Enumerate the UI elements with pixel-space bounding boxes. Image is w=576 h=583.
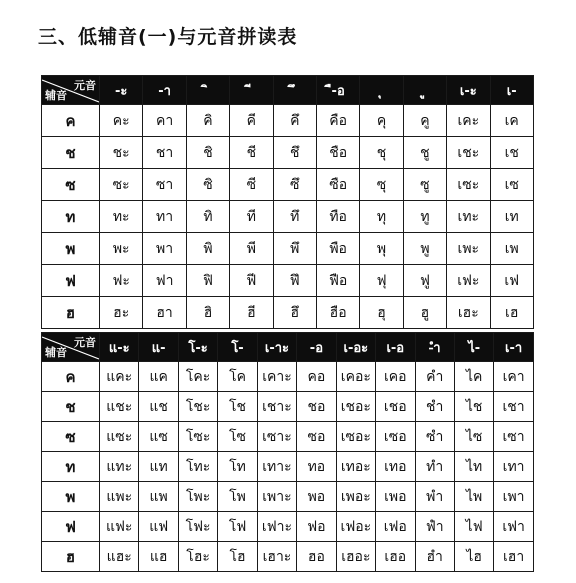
syllable-cell: พี xyxy=(230,233,273,265)
syllable-cell: ทุ xyxy=(360,201,403,233)
syllable-cell: ไฮ xyxy=(454,542,493,572)
syllable-cell: ชอ xyxy=(297,392,336,422)
corner-consonant-label: 辅音 xyxy=(45,346,67,359)
syllable-cell: เชะ xyxy=(447,137,490,169)
consonant-label: ช xyxy=(42,392,100,422)
syllable-cell: ฮุ xyxy=(360,297,403,329)
syllable-cell: ฮี xyxy=(230,297,273,329)
syllable-cell: ฟะ xyxy=(100,265,143,297)
syllable-cell: เฟา xyxy=(494,512,533,542)
table-row xyxy=(42,201,534,233)
syllable-cell: พิ xyxy=(186,233,229,265)
vowel-header: -า xyxy=(143,76,186,105)
syllable-cell: พู xyxy=(403,233,446,265)
syllable-cell: เซา xyxy=(494,422,533,452)
syllable-cell: คือ xyxy=(316,105,359,137)
syllable-cell: เฮอะ xyxy=(336,542,375,572)
syllable-cell: โฮะ xyxy=(178,542,217,572)
syllable-cell: เคาะ xyxy=(257,362,296,392)
consonant-label: ท xyxy=(42,452,100,482)
syllable-cell: โช xyxy=(218,392,257,422)
syllable-cell: โซ xyxy=(218,422,257,452)
syllable-cell: เชอะ xyxy=(336,392,375,422)
syllable-cell: เซอ xyxy=(376,422,415,452)
syllable-cell: โค xyxy=(218,362,257,392)
vowel-header xyxy=(273,76,316,105)
syllable-cell: ชุ xyxy=(360,137,403,169)
syllable-cell: แฟ xyxy=(139,512,178,542)
syllable-cell: คำ xyxy=(415,362,454,392)
syllable-cell: เทอะ xyxy=(336,452,375,482)
consonant-label: ซ xyxy=(42,169,100,201)
syllable-cell: เพาะ xyxy=(257,482,296,512)
syllable-cell: แค xyxy=(139,362,178,392)
syllable-cell: ซำ xyxy=(415,422,454,452)
syllable-cell: ฟุ xyxy=(360,265,403,297)
syllable-cell: ฟำ xyxy=(415,512,454,542)
syllable-cell: คิ xyxy=(186,105,229,137)
syllable-cell: เคอะ xyxy=(336,362,375,392)
consonant-label: ค xyxy=(42,362,100,392)
syllable-cell: แซะ xyxy=(100,422,139,452)
syllable-cell: เคา xyxy=(494,362,533,392)
table-row xyxy=(42,169,534,201)
syllable-cell: เฮอ xyxy=(376,542,415,572)
syllable-cell: ชึ xyxy=(273,137,316,169)
syllable-cell: แพ xyxy=(139,482,178,512)
vowel-header: -ะ xyxy=(100,76,143,105)
syllable-cell: ซิ xyxy=(186,169,229,201)
syllable-cell: ซู xyxy=(403,169,446,201)
syllable-cell: ฟิ xyxy=(186,265,229,297)
syllable-cell: พะ xyxy=(100,233,143,265)
syllable-cell: ฮะ xyxy=(100,297,143,329)
table-row xyxy=(42,105,534,137)
syllable-cell: ฮิ xyxy=(186,297,229,329)
corner-vowel-label: 元音 xyxy=(74,336,96,349)
syllable-cell: โฟะ xyxy=(178,512,217,542)
syllable-cell: ไฟ xyxy=(454,512,493,542)
table-row xyxy=(42,362,534,392)
syllable-cell: โพ xyxy=(218,482,257,512)
vowel-header xyxy=(186,76,229,105)
table-row xyxy=(42,233,534,265)
syllable-cell: ฟึ xyxy=(273,265,316,297)
consonant-label: ช xyxy=(42,137,100,169)
syllable-cell: เชา xyxy=(494,392,533,422)
syllable-cell: คะ xyxy=(100,105,143,137)
syllable-cell: พุ xyxy=(360,233,403,265)
syllable-cell: เฮ xyxy=(490,297,533,329)
syllable-cell: ไซ xyxy=(454,422,493,452)
page-title: 三、低辅音(一)与元音拼读表 xyxy=(38,26,298,48)
syllable-cell: คู xyxy=(403,105,446,137)
syllable-cell: เฟะ xyxy=(447,265,490,297)
syllable-cell: พือ xyxy=(316,233,359,265)
syllable-cell: ฟา xyxy=(143,265,186,297)
table-header-row xyxy=(42,76,534,105)
syllable-cell: ฮือ xyxy=(316,297,359,329)
vowel-header: เ-าะ xyxy=(257,333,296,362)
vowel-header xyxy=(360,76,403,105)
table-row xyxy=(42,542,534,572)
syllable-cell: ฮู xyxy=(403,297,446,329)
syllable-cell: แช xyxy=(139,392,178,422)
consonant-label: พ xyxy=(42,482,100,512)
vowel-header: แ- xyxy=(139,333,178,362)
syllable-cell: เพอะ xyxy=(336,482,375,512)
consonant-label: ท xyxy=(42,201,100,233)
syllable-cell: โท xyxy=(218,452,257,482)
consonant-label: ฮ xyxy=(42,297,100,329)
syllable-cell: คุ xyxy=(360,105,403,137)
consonant-label: พ xyxy=(42,233,100,265)
corner-header xyxy=(42,333,100,362)
syllable-cell: ฮึ xyxy=(273,297,316,329)
syllable-cell: ทา xyxy=(143,201,186,233)
syllable-cell: เฟอ xyxy=(376,512,415,542)
syllable-cell: ทอ xyxy=(297,452,336,482)
syllable-cell: พอ xyxy=(297,482,336,512)
syllable-cell: ทึ xyxy=(273,201,316,233)
consonant-label: ค xyxy=(42,105,100,137)
syllable-cell: เฟ xyxy=(490,265,533,297)
syllable-cell: โซะ xyxy=(178,422,217,452)
syllable-cell: ฟือ xyxy=(316,265,359,297)
table-row xyxy=(42,512,534,542)
table-header-row xyxy=(42,333,534,362)
syllable-cell: ทะ xyxy=(100,201,143,233)
syllable-cell: เพา xyxy=(494,482,533,512)
syllable-cell: เค xyxy=(490,105,533,137)
syllable-cell: แพะ xyxy=(100,482,139,512)
vowel-header: โ-ะ xyxy=(178,333,217,362)
syllable-cell: พา xyxy=(143,233,186,265)
syllable-cell: ชะ xyxy=(100,137,143,169)
syllable-cell: ฮอ xyxy=(297,542,336,572)
syllable-cell: เชาะ xyxy=(257,392,296,422)
table-row xyxy=(42,452,534,482)
consonant-label: ฟ xyxy=(42,512,100,542)
syllable-cell: แท xyxy=(139,452,178,482)
syllable-cell: ชือ xyxy=(316,137,359,169)
syllable-cell: เฮะ xyxy=(447,297,490,329)
syllable-cell: เพ xyxy=(490,233,533,265)
syllable-cell: ซอ xyxy=(297,422,336,452)
syllable-cell: แคะ xyxy=(100,362,139,392)
vowel-header: เ-ะ xyxy=(447,76,490,105)
syllable-cell: ชู xyxy=(403,137,446,169)
syllable-cell: โพะ xyxy=(178,482,217,512)
syllable-cell: แฮ xyxy=(139,542,178,572)
syllable-cell: ไช xyxy=(454,392,493,422)
vowel-header: เ-อะ xyxy=(336,333,375,362)
table-row xyxy=(42,137,534,169)
syllable-cell: เทา xyxy=(494,452,533,482)
syllable-cell: เพะ xyxy=(447,233,490,265)
vowel-header: -อ xyxy=(297,333,336,362)
syllable-cell: ซะ xyxy=(100,169,143,201)
vowel-header: เ- xyxy=(490,76,533,105)
syllable-cell: เคะ xyxy=(447,105,490,137)
vowel-header: -ำ xyxy=(415,333,454,362)
table-row xyxy=(42,422,534,452)
syllable-cell: แชะ xyxy=(100,392,139,422)
syllable-cell: แซ xyxy=(139,422,178,452)
syllable-cell: ซุ xyxy=(360,169,403,201)
vowel-header: ไ- xyxy=(454,333,493,362)
syllable-cell: ฟอ xyxy=(297,512,336,542)
consonant-label: ซ xyxy=(42,422,100,452)
syllable-cell: เฮาะ xyxy=(257,542,296,572)
vowel-header xyxy=(230,76,273,105)
syllable-cell: พึ xyxy=(273,233,316,265)
consonant-label: ฟ xyxy=(42,265,100,297)
syllable-cell: คี xyxy=(230,105,273,137)
syllable-cell: เซอะ xyxy=(336,422,375,452)
syllable-cell: เท xyxy=(490,201,533,233)
syllable-cell: ชำ xyxy=(415,392,454,422)
syllable-cell: ชิ xyxy=(186,137,229,169)
syllable-cell: ชี xyxy=(230,137,273,169)
corner-consonant-label: 辅音 xyxy=(45,89,67,102)
syllable-cell: ไพ xyxy=(454,482,493,512)
syllable-cell: เทะ xyxy=(447,201,490,233)
syllable-cell: เพอ xyxy=(376,482,415,512)
syllable-cell: เฟอะ xyxy=(336,512,375,542)
consonant-label: ฮ xyxy=(42,542,100,572)
syllable-cell: โฮ xyxy=(218,542,257,572)
syllable-cell: โฟ xyxy=(218,512,257,542)
syllable-cell: เซ xyxy=(490,169,533,201)
syllable-cell: ไค xyxy=(454,362,493,392)
syllable-cell: ทู xyxy=(403,201,446,233)
syllable-cell: ทำ xyxy=(415,452,454,482)
syllable-cell: พำ xyxy=(415,482,454,512)
syllable-cell: เช xyxy=(490,137,533,169)
syllable-cell: เซะ xyxy=(447,169,490,201)
table-row xyxy=(42,482,534,512)
syllable-cell: คึ xyxy=(273,105,316,137)
vowel-table-2 xyxy=(41,332,534,572)
syllable-cell: โทะ xyxy=(178,452,217,482)
vowel-header: เ-อ xyxy=(376,333,415,362)
syllable-cell: โชะ xyxy=(178,392,217,422)
vowel-table-1 xyxy=(41,75,534,329)
syllable-cell: ชา xyxy=(143,137,186,169)
syllable-cell: ที xyxy=(230,201,273,233)
syllable-cell: ไท xyxy=(454,452,493,482)
vowel-header xyxy=(403,76,446,105)
syllable-cell: เคอ xyxy=(376,362,415,392)
syllable-cell: เซาะ xyxy=(257,422,296,452)
syllable-cell: ทิ xyxy=(186,201,229,233)
syllable-cell: ฮำ xyxy=(415,542,454,572)
syllable-cell: แฟะ xyxy=(100,512,139,542)
corner-header xyxy=(42,76,100,105)
table-row xyxy=(42,297,534,329)
vowel-header: เ-า xyxy=(494,333,533,362)
syllable-cell: ฮา xyxy=(143,297,186,329)
syllable-cell: เชอ xyxy=(376,392,415,422)
syllable-cell: เฟาะ xyxy=(257,512,296,542)
corner-vowel-label: 元音 xyxy=(74,79,96,92)
vowel-header: โ- xyxy=(218,333,257,362)
syllable-cell: เทอ xyxy=(376,452,415,482)
vowel-header: ื-อ xyxy=(316,76,359,105)
vowel-header: แ-ะ xyxy=(100,333,139,362)
syllable-cell: ซี xyxy=(230,169,273,201)
syllable-cell: ซือ xyxy=(316,169,359,201)
syllable-cell: คา xyxy=(143,105,186,137)
syllable-cell: ฟี xyxy=(230,265,273,297)
syllable-cell: โคะ xyxy=(178,362,217,392)
syllable-cell: ซึ xyxy=(273,169,316,201)
table-row xyxy=(42,265,534,297)
table-row xyxy=(42,392,534,422)
syllable-cell: ซา xyxy=(143,169,186,201)
syllable-cell: เทาะ xyxy=(257,452,296,482)
syllable-cell: ทือ xyxy=(316,201,359,233)
syllable-cell: แฮะ xyxy=(100,542,139,572)
syllable-cell: คอ xyxy=(297,362,336,392)
syllable-cell: ฟู xyxy=(403,265,446,297)
syllable-cell: แทะ xyxy=(100,452,139,482)
syllable-cell: เฮา xyxy=(494,542,533,572)
